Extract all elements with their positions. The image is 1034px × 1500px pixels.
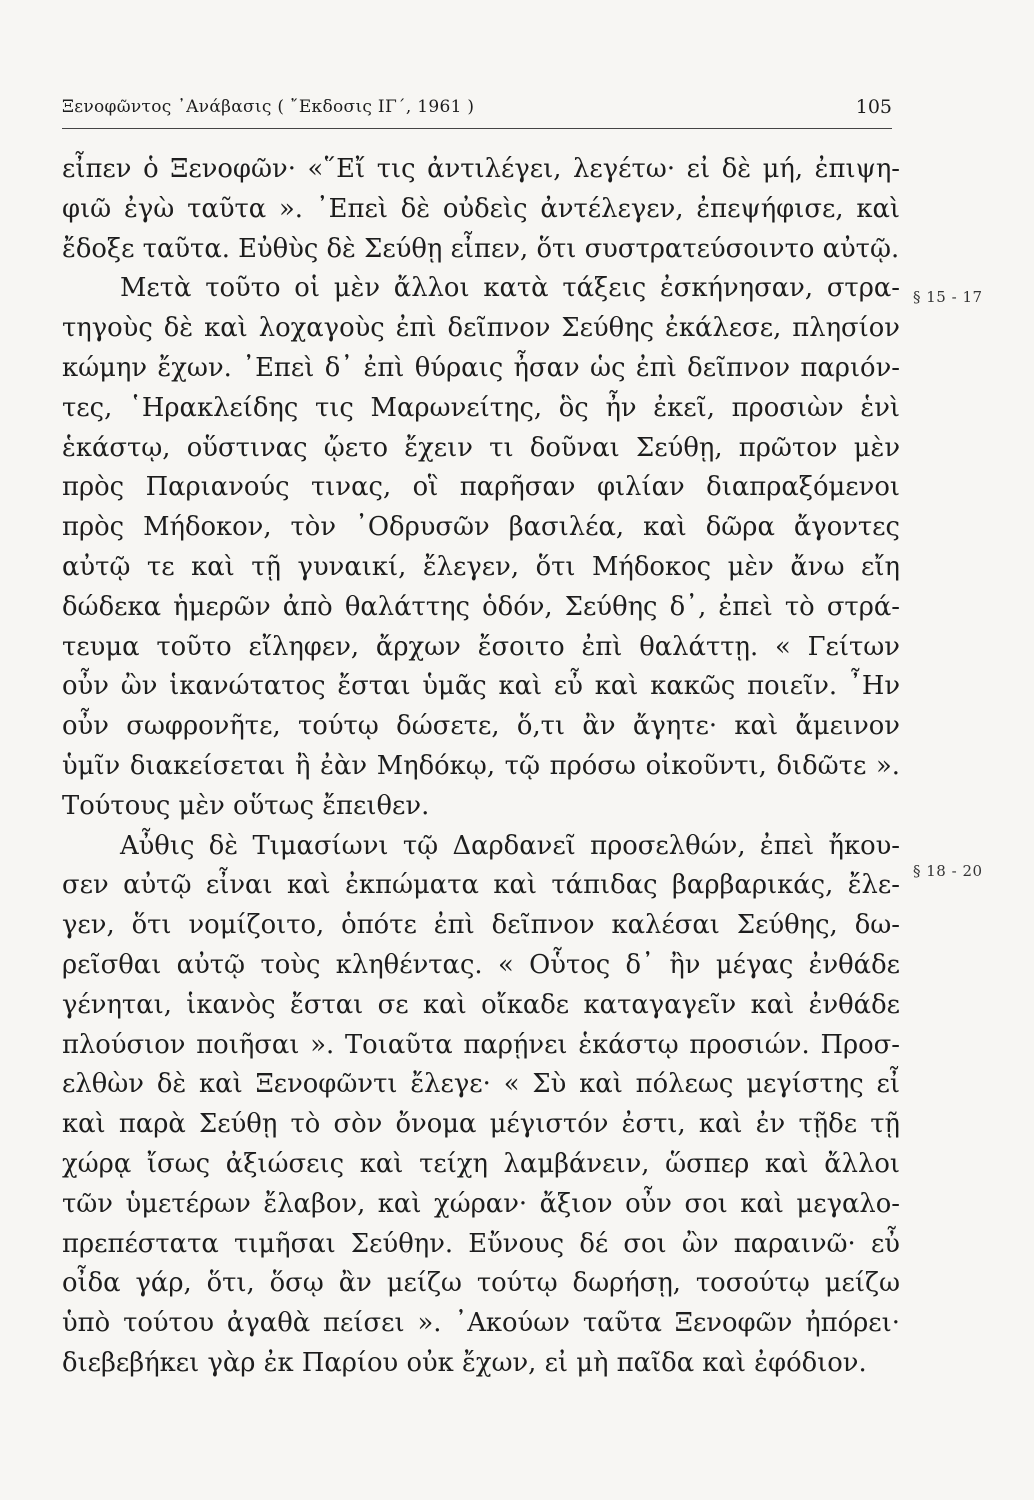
text-line: αὐτῷ τε καὶ τῇ γυναικί, ἔλεγεν, ὅτι Μήδοκος μὲν ἄνω εἴη bbox=[62, 551, 900, 582]
text-line: εἶπεν ὁ Ξενοφῶν· «῞Εἴ τις ἀντιλέγει, λεγέτω· εἰ δὲ μή, ἐπιψη- bbox=[62, 154, 900, 184]
text-line: τες, ῾Ηρακλείδης τις Μαρωνείτης, ὃς ἦν ἐκεῖ, προσιὼν ἑνὶ bbox=[62, 392, 900, 423]
text-line: καὶ παρὰ Σεύθῃ τὸ σὸν ὄνομα μέγιστόν ἐστι, καὶ ἐν τῇδε τῇ bbox=[62, 1109, 900, 1140]
text-line: Τούτους μὲν οὕτως ἔπειθεν. bbox=[62, 790, 430, 821]
text-line: οἶδα γάρ, ὅτι, ὅσῳ ἂν μείζω τούτῳ δωρήσῃ, τοσούτῳ μείζω bbox=[62, 1268, 900, 1299]
text-line: δώδεκα ἡμερῶν ἀπὸ θαλάττης ὁδόν, Σεύθης δ᾿, ἐπεὶ τὸ στρά- bbox=[62, 591, 900, 622]
body-text bbox=[62, 150, 900, 1384]
text-line: ἔδοξε ταῦτα. Εὐθὺς δὲ Σεύθῃ εἶπεν, ὅτι συστρατεύσοιντο αὐτῷ. bbox=[62, 233, 900, 264]
text-line: φιῶ ἐγὼ ταῦτα ». ᾿Επεὶ δὲ οὐδεὶς ἀντέλεγεν, ἐπεψήφισε, καὶ bbox=[62, 193, 900, 224]
text-line: τῶν ὑμετέρων ἔλαβον, καὶ χώραν· ἄξιον οὖν σοι καὶ μεγαλο- bbox=[62, 1188, 900, 1219]
text-line: πρὸς Παριανούς τινας, οἳ παρῆσαν φιλίαν διαπραξόμενοι bbox=[62, 472, 900, 503]
text-line: τευμα τοῦτο εἴληφεν, ἄρχων ἔσοιτο ἐπὶ θαλάττῃ. « Γείτων bbox=[62, 631, 900, 662]
text-line: πρεπέστατα τιμῆσαι Σεύθην. Εὔνους δέ σοι ὢν παραινῶ· εὖ bbox=[62, 1228, 900, 1259]
margin-section-ref: § 18 - 20 bbox=[913, 862, 983, 880]
text-line: ὑμῖν διακείσεται ἢ ἐὰν Μηδόκῳ, τῷ πρόσω οἰκοῦντι, διδῶτε ». bbox=[62, 750, 900, 781]
text-line: ἑκάστῳ, οὕστινας ᾤετο ἔχειν τι δοῦναι Σεύθῃ, πρῶτον μὲν bbox=[62, 432, 900, 463]
text-line: οὖν ὢν ἱκανώτατος ἔσται ὑμᾶς καὶ εὖ καὶ κακῶς ποιεῖν. ῏Ην bbox=[62, 671, 900, 702]
text-line: χώρᾳ ἴσως ἀξιώσεις καὶ τείχη λαμβάνειν, ὥσπερ καὶ ἄλλοι bbox=[62, 1148, 900, 1179]
margin-section-ref: § 15 - 17 bbox=[913, 288, 983, 306]
text-line: πλούσιον ποιῆσαι ». Τοιαῦτα παρῄνει ἑκάστῳ προσιών. Προσ- bbox=[62, 1029, 900, 1060]
text-line: πρὸς Μήδοκον, τὸν ᾿Οδρυσῶν βασιλέα, καὶ δῶρα ἄγοντες bbox=[62, 512, 900, 543]
text-line: διεβεβήκει γὰρ ἐκ Παρίου οὐκ ἔχων, εἰ μὴ παῖδα καὶ ἐφόδιον. bbox=[62, 1347, 867, 1378]
text-line: ελθὼν δὲ καὶ Ξενοφῶντι ἔλεγε· « Σὺ καὶ πόλεως μεγίστης εἶ bbox=[62, 1069, 900, 1100]
text-line: κώμην ἔχων. ᾿Επεὶ δ᾿ ἐπὶ θύραις ἦσαν ὡς ἐπὶ δεῖπνον παριόν- bbox=[62, 352, 900, 383]
page-number: 105 bbox=[855, 96, 892, 118]
paragraph-start-line: Μετὰ τοῦτο οἱ μὲν ἄλλοι κατὰ τάξεις ἐσκήνησαν, στρα- bbox=[120, 273, 900, 304]
text-line: τηγοὺς δὲ καὶ λοχαγοὺς ἐπὶ δεῖπνον Σεύθης ἐκάλεσε, πλησίον bbox=[62, 313, 900, 344]
running-title: Ξενοφῶντος ᾿Ανάβασις ( ῎Εκδοσις ΙΓ΄, 1961 ) bbox=[62, 97, 475, 117]
paragraph-start-line: Αὖθις δὲ Τιμασίωνι τῷ Δαρδανεῖ προσελθών, ἐπεὶ ἤκου- bbox=[120, 830, 900, 861]
page-header bbox=[62, 94, 892, 129]
text-line: ρεῖσθαι αὐτῷ τοὺς κληθέντας. « Οὗτος δ᾿ ἢν μέγας ἐνθάδε bbox=[62, 949, 900, 980]
text-line: σεν αὐτῷ εἶναι καὶ ἐκπώματα καὶ τάπιδας βαρβαρικάς, ἔλε- bbox=[62, 870, 900, 901]
text-line: οὖν σωφρονῆτε, τούτῳ δώσετε, ὅ,τι ἂν ἄγητε· καὶ ἄμεινον bbox=[62, 711, 900, 742]
text-line: γένηται, ἱκανὸς ἔσται σε καὶ οἴκαδε καταγαγεῖν καὶ ἐνθάδε bbox=[62, 989, 900, 1020]
text-line: ὑπὸ τούτου ἀγαθὰ πείσει ». ᾿Ακούων ταῦτα Ξενοφῶν ἠπόρει· bbox=[62, 1308, 900, 1339]
text-line: γεν, ὅτι νομίζοιτο, ὁπότε ἐπὶ δεῖπνον καλέσαι Σεύθης, δω- bbox=[62, 910, 900, 941]
